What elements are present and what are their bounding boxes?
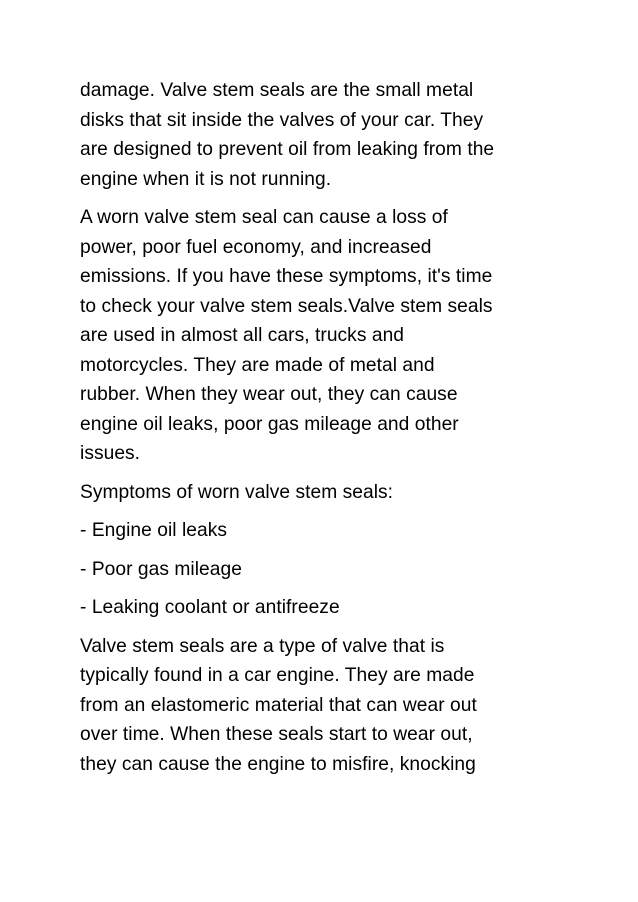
text-line: A worn valve stem seal can cause a loss of <box>80 207 448 228</box>
text-line: - Engine oil leaks <box>80 520 228 541</box>
text-line: engine oil leaks, poor gas mileage and other <box>80 413 459 435</box>
text-line: damage. Valve stem seals are the small metal <box>80 80 474 101</box>
text-line: engine when it is not running. <box>80 168 332 190</box>
text-line: are designed to prevent oil from leaking from the <box>80 139 495 160</box>
text-line: emissions. If you have these symptoms, it's time <box>80 266 493 287</box>
paragraph-intro <box>80 76 570 194</box>
text-line: rubber. When they wear out, they can cause <box>80 384 458 405</box>
text-line: power, poor fuel economy, and increased <box>80 236 432 258</box>
text-line: - Poor gas mileage <box>80 558 242 580</box>
document-body <box>80 76 570 788</box>
symptoms-heading <box>80 478 570 508</box>
text-line: are used in almost all cars, trucks and <box>80 325 405 346</box>
text-line: typically found in a car engine. They are made <box>80 665 475 686</box>
text-line: motorcycles. They are made of metal and <box>80 354 435 376</box>
symptom-item <box>80 593 570 623</box>
symptom-item <box>80 555 570 585</box>
text-line: Symptoms of worn valve stem seals: <box>80 481 394 503</box>
paragraph-seal-type <box>80 632 570 780</box>
text-line: to check your valve stem seals.Valve stem seals <box>80 295 493 317</box>
text-line: - Leaking coolant or antifreeze <box>80 597 340 618</box>
paragraph-worn-seal <box>80 203 570 469</box>
symptom-item <box>80 516 570 546</box>
text-line: disks that sit inside the valves of your car. They <box>80 109 484 131</box>
text-line: they can cause the engine to misfire, knocking <box>80 753 476 775</box>
text-line: over time. When these seals start to wear out, <box>80 724 473 745</box>
text-line: Valve stem seals are a type of valve that is <box>80 635 445 657</box>
text-line: from an elastomeric material that can wear out <box>80 694 477 716</box>
text-line: issues. <box>80 443 141 464</box>
